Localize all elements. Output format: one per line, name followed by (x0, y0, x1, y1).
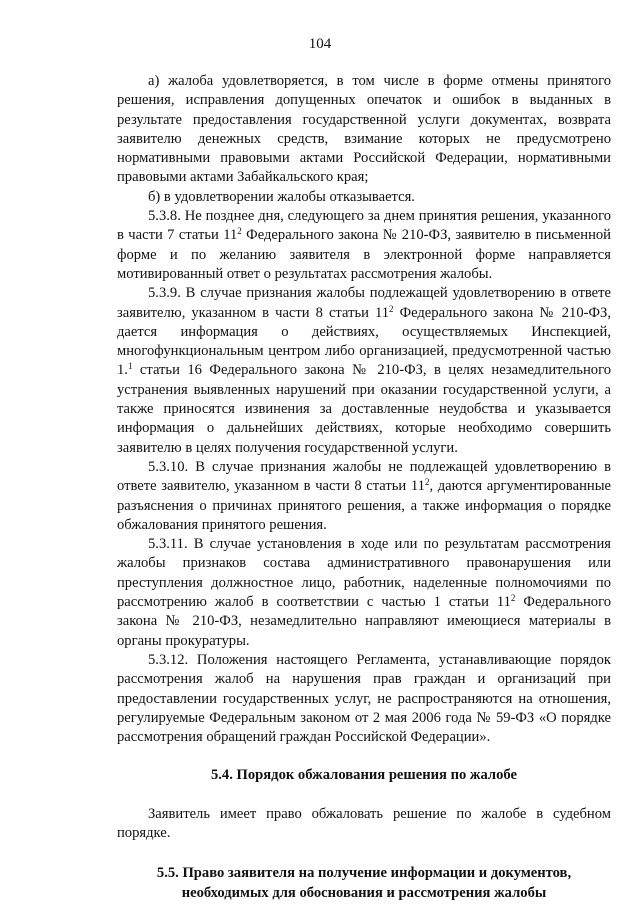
paragraph-text: статьи 16 Федерального закона № 210-ФЗ, в целях незамедлительного устранения выявленных нарушений при оказании государственной услуги, а также приносятся извинения за доставленные неудобства и указывается информация о дальнейших действиях, которые необходимо совершить заявителю в целях получения государственной услуги. (117, 362, 611, 456)
paragraph-5-3-11 (117, 535, 611, 651)
paragraph-5-3-8 (117, 207, 611, 284)
superscript: 2 (389, 303, 394, 314)
page-number: 104 (308, 36, 332, 52)
document-body (117, 72, 611, 903)
paragraph-5-4: Заявитель имеет право обжаловать решение по жалобе в судебном порядке. (117, 805, 611, 841)
superscript: 2 (510, 593, 516, 604)
paragraph-text: 5.3.11. В случае установления в ходе или по результатам рассмотрения жалобы признаков состава административного правонарушения или преступления должностное лицо, работник, наделенные полномочиями по рассмотрению жалоб в соответствии с частью 1 статьи 11 (117, 536, 611, 611)
paragraph-5-3-10 (117, 458, 611, 535)
heading-line: 5.5. Право заявителя на получение информации и документов, (156, 865, 572, 882)
paragraph-5-3-9 (117, 284, 611, 458)
section-heading-5-4: 5.4. Порядок обжалования решения по жалобе (210, 767, 517, 784)
spacer (117, 843, 611, 864)
superscript: 2 (237, 226, 242, 237)
spacer (117, 747, 611, 766)
heading-line: необходимых для обоснования и рассмотрения жалобы (181, 884, 547, 901)
paragraph-text: Федерального закона № 210-ФЗ, дается информация о действиях, осуществляемых Инспекцией, многофункциональным центром либо организацией, предусмотренной частью 1. (117, 304, 611, 379)
paragraph-5-3-7-b: б) в удовлетворении жалобы отказывается. (148, 188, 415, 205)
superscript: 1 (127, 361, 133, 372)
spacer (117, 786, 611, 805)
section-heading-5-5 (117, 864, 611, 903)
paragraph-text: Федерального закона № 210-ФЗ, заявителю в письменной форме и по желанию заявителя в электронной форме направляется мотивированный ответ о результатах рассмотрения жалобы. (117, 227, 611, 282)
paragraph-5-3-7-a: а) жалоба удовлетворяется, в том числе в форме отмены принятого решения, исправления допущенных опечаток и ошибок в выданных в результате предоставления государственной услуги документах, возврата заявителю денежных средств, взимание которых не предусмотрено нормативными правовыми актами Российской Федерации, нормативными правовыми актами Забайкальского края; (117, 73, 611, 186)
paragraph-text: 5.3.10. В случае признания жалобы не подлежащей удовлетворению в ответе заявителю, указанном в части 8 статьи 11 (117, 458, 611, 495)
paragraph-text: 5.3.9. В случае признания жалобы подлежащей удовлетворению в ответе заявителю, указанном в части 8 статьи 11 (117, 285, 611, 321)
superscript: 2 (424, 477, 430, 488)
paragraph-5-3-12: 5.3.12. Положения настоящего Регламента, устанавливающие порядок рассмотрения жалоб на нарушения прав граждан и организаций при предоставлении государственных услуг, не распространяются на отношения, регулируемые Федеральным законом от 2 мая 2006 года № 59-ФЗ «О порядке рассмотрения обращений граждан Российской Федерации». (117, 651, 611, 746)
paragraph-text: , даются аргументированные разъяснения о причинах принятого решения, а также информация о порядке обжалования принятого решения. (117, 478, 611, 533)
paragraph-text: Федерального закона № 210-ФЗ, незамедлительно направляют имеющиеся материалы в органы прокуратуры. (117, 594, 611, 649)
paragraph-text: 5.3.8. Не позднее дня, следующего за днем принятия решения, указанного в части 7 статьи 11 (117, 208, 611, 244)
